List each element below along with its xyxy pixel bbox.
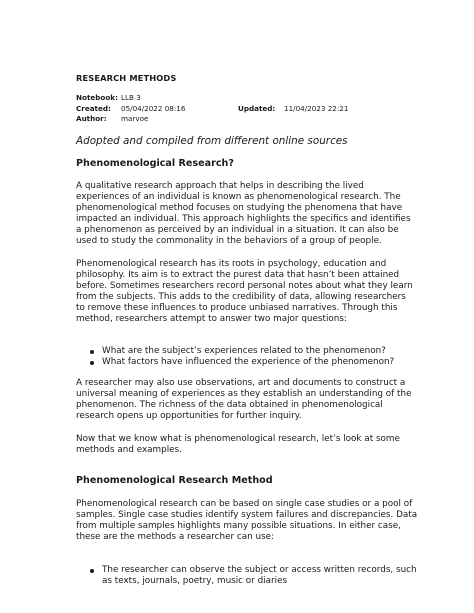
bullet-list-methods [76,565,417,587]
bullet-icon [90,569,94,573]
created-value: 05/04/2022 08:16 [121,103,186,113]
paragraph-line: from multiple samples highlights many possible situations. In either case, [76,521,401,532]
document-subtitle: Adopted and compiled from different online sources [76,135,348,147]
paragraph-line: Phenomenological research can be based on single case studies or a pool of [76,499,413,509]
author-value: marvoe [121,114,149,123]
metadata-row-author [76,114,348,125]
paragraph-line: methods and examples. [76,445,182,456]
metadata-row-notebook [76,93,348,104]
list-item-text: What are the subject’s experiences related to the phenomenon? [102,346,386,356]
paragraph-line: used to study the commonality in the behaviors of a group of people. [76,236,382,247]
updated-label: Updated: [238,103,276,113]
paragraph-line: impacted an individual. This approach highlights the specifics and identifies [76,214,411,225]
bullet-list-questions [76,346,406,368]
section-heading-phenomenological-research: Phenomenological Research? [76,158,234,169]
author-label: Author: [76,114,107,123]
section-heading-research-method: Phenomenological Research Method [76,475,273,486]
paragraph-definition [76,181,411,248]
note-metadata [76,93,348,125]
paragraph-line: to remove these influences to produce unbiased narratives. Through this [76,303,398,314]
paragraph-line: Now that we know what is phenomenological research, let’s look at some [76,434,400,444]
paragraph-line: method, researchers attempt to answer two major questions: [76,314,347,325]
paragraph-line: these are the methods a researcher can use: [76,532,275,543]
paragraph-line: A qualitative research approach that helps in describing the lived [76,181,364,191]
paragraph-line: samples. Single case studies identify system failures and discrepancies. Data [76,510,418,521]
paragraph-line: a phenomenon as perceived by an individual in a situation. It can also be [76,225,399,236]
notebook-label: Notebook: [76,93,118,102]
paragraph-line: A researcher may also use observations, art and documents to construct a [76,378,406,388]
paragraph-roots [76,259,413,326]
bullet-icon [90,350,94,354]
list-item [76,357,406,368]
updated-value: 11/04/2023 22:21 [284,103,349,113]
paragraph-line: from the subjects. This adds to the credibility of data, allowing researchers [76,292,406,303]
paragraph-observations [76,378,412,422]
paragraph-transition [76,434,400,456]
notebook-value: LLB 3 [121,93,141,102]
bullet-icon [90,361,94,365]
list-item [76,565,417,587]
paragraph-line: universal meaning of experiences as they establish an understanding of the [76,389,412,400]
paragraph-method [76,499,418,543]
paragraph-line: before. Sometimes researchers record personal notes about what they learn [76,281,413,292]
note-title: RESEARCH METHODS [76,73,177,83]
created-label: Created: [76,103,111,113]
paragraph-line: philosophy. Its aim is to extract the purest data that hasn’t been attained [76,270,400,281]
metadata-row-created [76,104,348,115]
list-item-text: as texts, journals, poetry, music or diaries [102,576,288,587]
list-item [76,346,406,357]
paragraph-line: research opens up opportunities for further inquiry. [76,411,302,422]
paragraph-line: experiences of an individual is known as phenomenological research. The [76,192,401,203]
list-item-text: The researcher can observe the subject or access written records, such [102,565,417,575]
paragraph-line: phenomenological method focuses on studying the phenomena that have [76,203,403,214]
list-item-text: What factors have influenced the experience of the phenomenon? [102,357,395,368]
paragraph-line: Phenomenological research has its roots in psychology, education and [76,259,387,269]
paragraph-line: phenomenon. The richness of the data obtained in phenomenological [76,400,383,411]
